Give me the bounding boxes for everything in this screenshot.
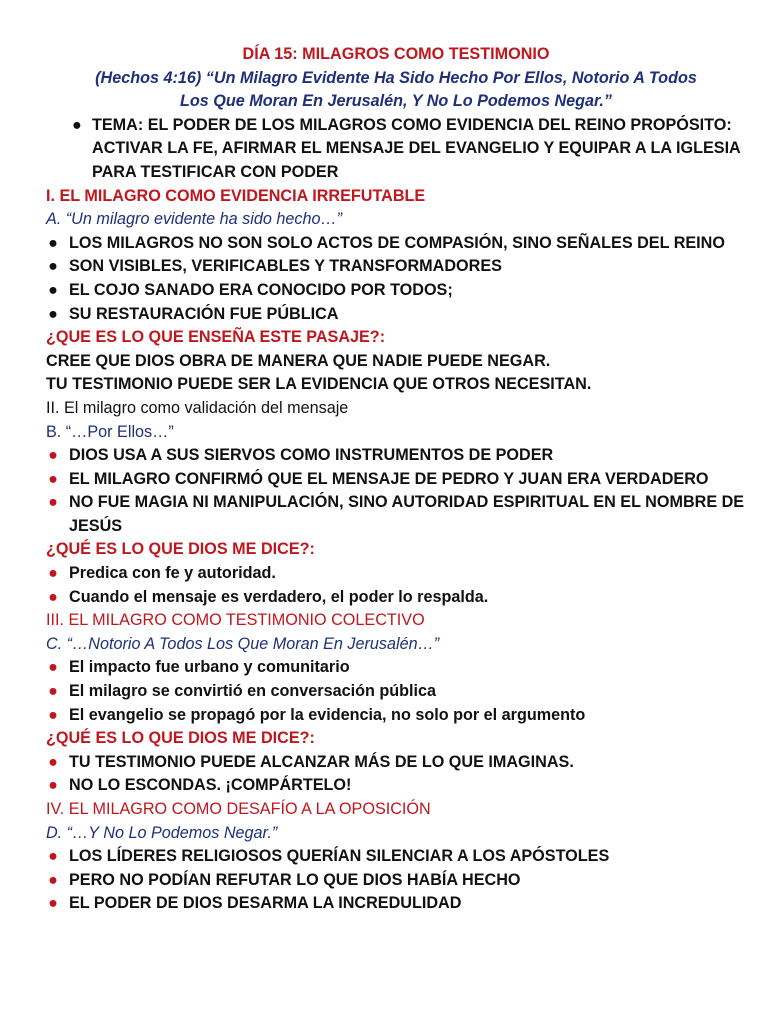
list-item-text: LOS LÍDERES RELIGIOSOS QUERÍAN SILENCIAR A LOS APÓSTOLES: [69, 847, 610, 866]
section-2-sub: B. “…Por Ellos…”: [46, 422, 174, 441]
list-item: [46, 774, 746, 798]
bullet-dot-icon: ●: [48, 469, 58, 488]
list-item: [46, 444, 746, 468]
bullet-dot-icon: ●: [48, 847, 58, 866]
list-item-text: SON VISIBLES, VERIFICABLES Y TRANSFORMADORES: [69, 257, 502, 276]
list-item-text: El evangelio se propagó por la evidencia, no solo por el argumento: [69, 705, 586, 724]
list-item: [46, 680, 746, 704]
section-2-heading: II. El milagro como validación del mensaje: [46, 398, 349, 417]
list-item-text: Predica con fe y autoridad.: [69, 564, 276, 583]
tema-bullet: [46, 114, 746, 185]
section-3-heading: III. EL MILAGRO COMO TESTIMONIO COLECTIVO: [46, 611, 425, 630]
list-item-text: PERO NO PODÍAN REFUTAR LO QUE DIOS HABÍA HECHO: [69, 870, 521, 889]
bullet-dot-icon: ●: [48, 752, 58, 771]
list-item: [46, 468, 746, 492]
bullet-dot-icon: ●: [48, 493, 58, 512]
list-item-text: El milagro se convirtió en conversación pública: [69, 682, 437, 701]
bullet-dot-icon: ●: [48, 894, 58, 913]
section-1-heading: I. EL MILAGRO COMO EVIDENCIA IRREFUTABLE: [46, 186, 426, 205]
document-page: [46, 43, 746, 916]
section-4-heading: IV. EL MILAGRO COMO DESAFÍO A LA OPOSICIÓN: [46, 800, 431, 818]
bullet-dot-icon: ●: [48, 280, 58, 299]
list-item: [46, 255, 746, 279]
list-item-text: NO FUE MAGIA NI MANIPULACIÓN, SINO AUTORIDAD ESPIRITUAL EN EL NOMBRE DE JESÚS: [69, 493, 745, 535]
list-item: [46, 892, 746, 916]
list-item: [46, 751, 746, 775]
list-item-text: EL COJO SANADO ERA CONOCIDO POR TODOS;: [69, 280, 453, 299]
list-item: [46, 491, 746, 538]
bullet-dot-icon: ●: [48, 587, 58, 606]
list-item: [46, 562, 746, 586]
section-2-question: ¿QUÉ ES LO QUE DIOS ME DICE?:: [46, 540, 315, 559]
list-item: [46, 869, 746, 893]
bullet-dot-icon: ●: [48, 776, 58, 795]
page-title: DÍA 15: MILAGROS COMO TESTIMONIO: [242, 45, 550, 63]
bullet-dot-icon: ●: [48, 564, 58, 583]
list-item-text: TU TESTIMONIO PUEDE ALCANZAR MÁS DE LO QUE IMAGINAS.: [69, 752, 574, 771]
list-item-text: El impacto fue urbano y comunitario: [69, 658, 350, 677]
tema-text: TEMA: EL PODER DE LOS MILAGROS COMO EVIDENCIA DEL REINO PROPÓSITO: ACTIVAR LA FE, AFIRMAR EL MENSAJE DEL EVANGELIO Y EQUIPAR A LA IGLESIA PARA TESTIFICAR CON PODER: [92, 115, 741, 181]
list-item-text: DIOS USA A SUS SIERVOS COMO INSTRUMENTOS DE PODER: [69, 446, 554, 465]
list-item: [46, 704, 746, 728]
bullet-dot-icon: ●: [48, 705, 58, 724]
list-item: [46, 656, 746, 680]
bullet-dot-icon: ●: [48, 257, 58, 276]
verse-line-2: Los Que Moran En Jerusalén, Y No Lo Podemos Negar.”: [179, 92, 613, 111]
bullet-dot-icon: ●: [48, 233, 58, 252]
list-item: [46, 586, 746, 610]
list-item: [46, 279, 746, 303]
section-1-sub: A. “Un milagro evidente ha sido hecho…”: [46, 210, 343, 229]
section-4-sub: D. “…Y No Lo Podemos Negar.”: [46, 823, 278, 842]
section-1-answer: TU TESTIMONIO PUEDE SER LA EVIDENCIA QUE OTROS NECESITAN.: [46, 375, 592, 394]
list-item-text: EL MILAGRO CONFIRMÓ QUE EL MENSAJE DE PEDRO Y JUAN ERA VERDADERO: [69, 469, 709, 488]
bullet-dot-icon: ●: [48, 682, 58, 701]
bullet-dot-icon: ●: [48, 446, 58, 465]
bullet-dot-icon: ●: [72, 115, 82, 134]
list-item-text: LOS MILAGROS NO SON SOLO ACTOS DE COMPASIÓN, SINO SEÑALES DEL REINO: [69, 233, 725, 252]
section-1-answer: CREE QUE DIOS OBRA DE MANERA QUE NADIE PUEDE NEGAR.: [46, 351, 551, 370]
list-item: [46, 303, 746, 327]
list-item-text: NO LO ESCONDAS. ¡COMPÁRTELO!: [69, 776, 352, 795]
bullet-dot-icon: ●: [48, 658, 58, 677]
list-item: [46, 232, 746, 256]
section-3-question: ¿QUÉ ES LO QUE DIOS ME DICE?:: [46, 729, 315, 748]
list-item-text: Cuando el mensaje es verdadero, el poder lo respalda.: [69, 587, 489, 606]
list-item: [46, 845, 746, 869]
bullet-dot-icon: ●: [48, 870, 58, 889]
bullet-dot-icon: ●: [48, 304, 58, 323]
section-1-question: ¿QUE ES LO QUE ENSEÑA ESTE PASAJE?:: [46, 328, 386, 347]
list-item-text: SU RESTAURACIÓN FUE PÚBLICA: [69, 304, 339, 323]
verse-line-1: (Hechos 4:16) “Un Milagro Evidente Ha Sido Hecho Por Ellos, Notorio A Todos: [95, 68, 697, 87]
list-item-text: EL PODER DE DIOS DESARMA LA INCREDULIDAD: [69, 894, 462, 913]
section-3-sub: C. “…Notorio A Todos Los Que Moran En Jerusalén…”: [46, 634, 440, 653]
